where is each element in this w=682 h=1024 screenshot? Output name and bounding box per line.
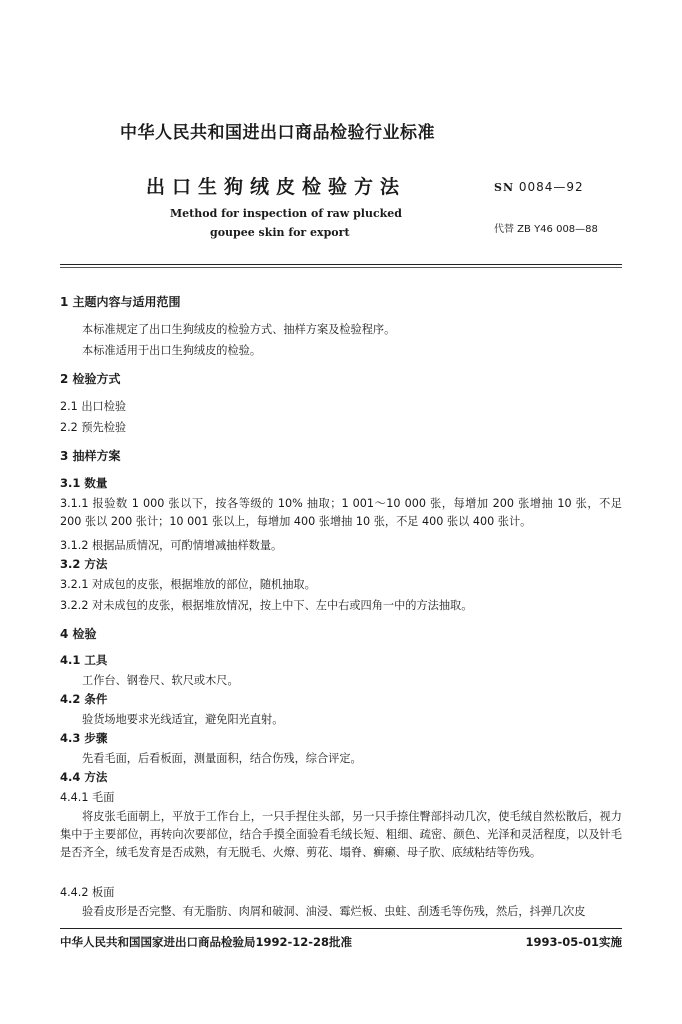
section-4-1-text: 工作台、钢卷尺、软尺或木尺。: [82, 674, 239, 687]
section-4-1: 4.1 工具: [60, 653, 108, 667]
section-2-1: 2.1 出口检验: [60, 400, 127, 413]
section-4-4-1-text: 将皮张毛面朝上，平放于工作台上，一只手捏住头部，另一只手捺住臀部抖动几次，使毛绒自然松散后，视力集中于主要部位，再转向次要部位，结合手摸全面验看毛绒长短、粗细、疏密、颜色、光泽和灵活程度，以及针毛是否齐全，绒毛发育是否成熟，有无脱毛、火燎、剪花、塌脊、癣癞、母子肷、底绒粘结等伤残。: [60, 810, 622, 859]
ministry-header: 中华人民共和国进出口商品检验行业标准: [120, 123, 435, 143]
section-4-4: 4.4 方法: [60, 770, 108, 784]
section-2-2: 2.2 预先检验: [60, 421, 127, 434]
section-3-heading: 3 抽样方案: [60, 449, 121, 463]
english-title-line2: goupee skin for export: [210, 226, 350, 239]
standard-code: [494, 180, 584, 194]
standard-code-number: 0084—92: [518, 180, 584, 194]
footer-divider: [60, 928, 622, 929]
document-title: 出口生狗绒皮检验方法: [146, 176, 407, 198]
header-divider: [60, 264, 622, 265]
approval-line: 中华人民共和国国家进出口商品检验局1992-12-28批准: [60, 935, 353, 949]
section-4-4-2-text: 验看皮形是否完整、有无脂肪、肉屑和破洞、油浸、霉烂板、虫蛀、刮透毛等伤残，然后，抖弹几次皮: [82, 905, 586, 918]
supersedes-note: 代替 ZB Y46 008—88: [494, 224, 598, 235]
section-3-1-2: 3.1.2 根据品质情况，可酌情增减抽样数量。: [60, 539, 283, 552]
section-4-4-2: 4.4.2 板面: [60, 886, 115, 899]
section-1-para-1: 本标准规定了出口生狗绒皮的检验方式、抽样方案及检验程序。: [82, 323, 396, 336]
section-4-3-text: 先看毛面，后看板面，测量面积，结合伤残，综合评定。: [82, 752, 362, 765]
section-3-1: 3.1 数量: [60, 476, 108, 490]
english-title-line1: Method for inspection of raw plucked: [170, 207, 402, 220]
section-4-2-text: 验货场地要求光线适宜，避免阳光直射。: [82, 713, 284, 726]
section-4-4-1: 4.4.1 毛面: [60, 791, 115, 804]
header-divider-thin: [60, 267, 622, 268]
section-3-1-1: 3.1.1 报验数 1 000 张以下，按各等级的 10% 抽取；1 001～10 000 张，每增加 200 张增抽 10 张，不足 200 张以 200 张计；10 001 张以上，每增加 400 张增抽 10 张，不足 400 张以 400 张计。: [60, 497, 622, 528]
section-3-2-1: 3.2.1 对成包的皮张，根据堆放的部位，随机抽取。: [60, 578, 316, 591]
section-3-2-2: 3.2.2 对未成包的皮张，根据堆放情况，按上中下、左中右或四角一中的方法抽取。: [60, 599, 473, 612]
implementation-date: 1993-05-01实施: [525, 935, 622, 949]
section-1-heading: 1 主题内容与适用范围: [60, 295, 181, 309]
section-3-2: 3.2 方法: [60, 557, 108, 571]
section-2-heading: 2 检验方式: [60, 372, 121, 386]
section-4-heading: 4 检验: [60, 627, 97, 641]
section-4-3: 4.3 步骤: [60, 731, 108, 745]
standard-code-prefix: SN: [494, 181, 514, 194]
section-4-2: 4.2 条件: [60, 692, 108, 706]
section-1-para-2: 本标准适用于出口生狗绒皮的检验。: [82, 344, 262, 357]
